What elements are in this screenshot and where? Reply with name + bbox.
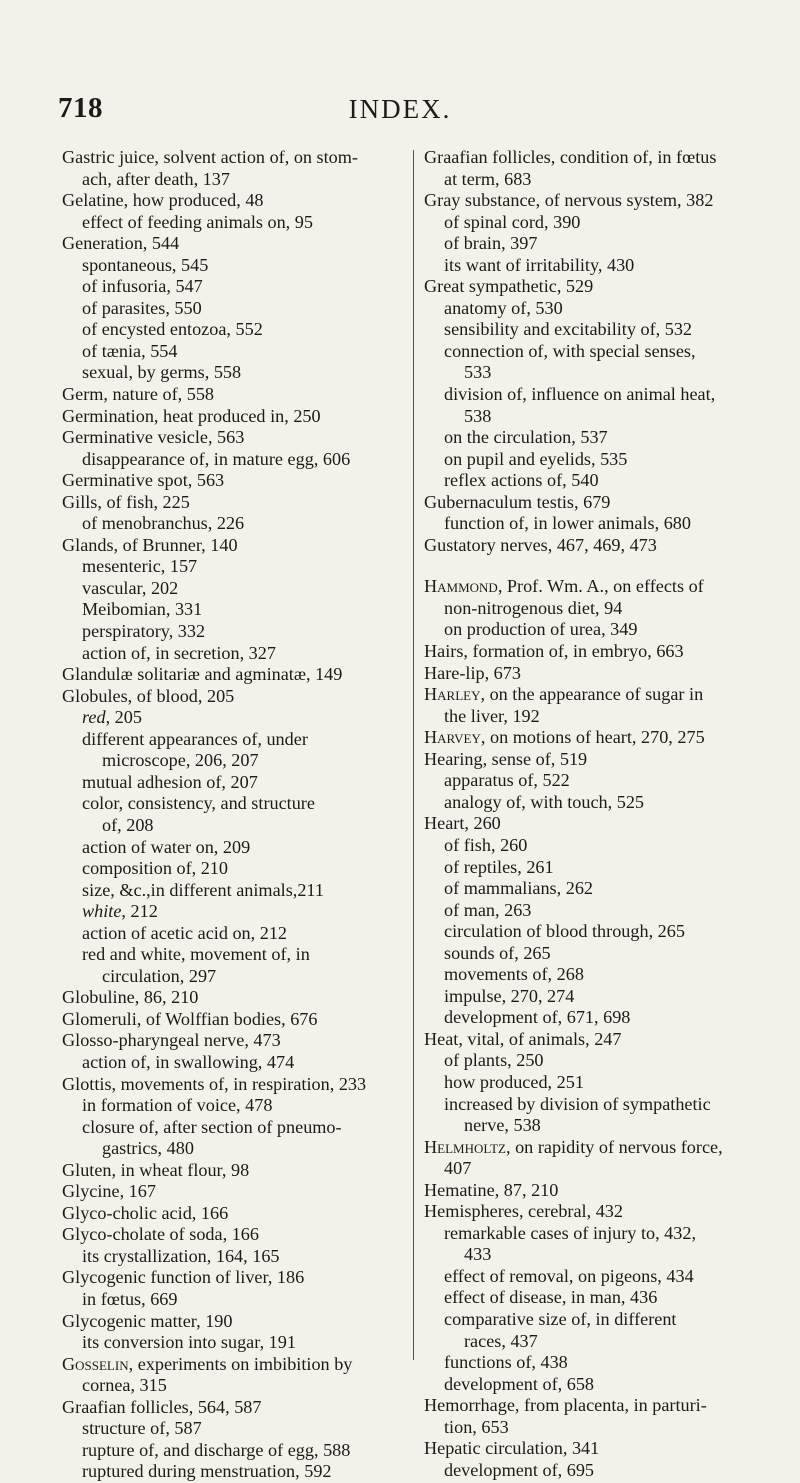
index-subentry: of spinal cord, 390 <box>444 211 581 232</box>
index-subentry: of menobranchus, 226 <box>82 513 245 534</box>
running-title: INDEX. <box>348 94 452 124</box>
index-subentry: disappearance of, in mature egg, 606 <box>82 448 351 469</box>
index-heading: Heat, vital, of animals, 247 <box>424 1028 622 1049</box>
column-divider <box>413 150 414 1360</box>
page-header <box>58 92 742 132</box>
index-subentry: its crystallization, 164, 165 <box>82 1245 280 1266</box>
index-subentry: its conversion into sugar, 191 <box>82 1332 296 1353</box>
index-subentry: the liver, 192 <box>444 705 540 726</box>
index-heading: Gubernaculum testis, 679 <box>424 491 611 512</box>
index-column-left <box>62 147 402 1483</box>
index-subentry: impulse, 270, 274 <box>444 985 575 1006</box>
index-heading: Globules, of blood, 205 <box>62 685 235 706</box>
index-subentry: vascular, 202 <box>82 577 179 598</box>
index-heading: Globuline, 86, 210 <box>62 987 199 1008</box>
index-subentry: of infusoria, 547 <box>82 276 203 297</box>
index-subentry: red, 205 <box>82 707 142 728</box>
index-subentry: how produced, 251 <box>444 1071 584 1092</box>
index-subentry: mesenteric, 157 <box>82 556 198 577</box>
index-subentry: increased by division of sympathetic <box>444 1093 711 1114</box>
index-subentry: division of, influence on animal heat, <box>444 384 716 405</box>
index-heading: Glyco-cholate of soda, 166 <box>62 1224 259 1245</box>
index-subentry: apparatus of, 522 <box>444 770 570 791</box>
index-heading: Glycogenic function of liver, 186 <box>62 1267 305 1288</box>
index-subentry: sexual, by germs, 558 <box>82 362 242 383</box>
index-subentry: of encysted entozoa, 552 <box>82 319 263 340</box>
index-heading: Gills, of fish, 225 <box>62 491 190 512</box>
index-subentry: on the circulation, 537 <box>444 427 608 448</box>
index-heading: Glycine, 167 <box>62 1181 156 1202</box>
index-subentry: ruptured during menstruation, 592 <box>82 1461 332 1482</box>
index-subentry: 407 <box>444 1158 472 1179</box>
index-heading: Graafian follicles, condition of, in fœtus <box>424 147 717 167</box>
index-subentry: effect of feeding animals on, 95 <box>82 211 313 232</box>
index-subentry: circulation of blood through, 265 <box>444 921 685 942</box>
index-subentry: Meibomian, 331 <box>82 599 203 620</box>
index-heading: Gastric juice, solvent action of, on stom- <box>62 147 358 167</box>
index-subentry: development of, 695 <box>444 1459 595 1480</box>
index-subentry: of plants, 250 <box>444 1050 544 1071</box>
index-heading: Graafian follicles, 564, 587 <box>62 1396 262 1417</box>
index-heading: Great sympathetic, 529 <box>424 276 594 297</box>
index-heading: Helmholtz, on rapidity of nervous force, <box>424 1136 723 1157</box>
index-subentry: 433 <box>464 1244 492 1265</box>
index-subentry: of mammalians, 262 <box>444 878 594 899</box>
index-subentry: action of, in secretion, 327 <box>82 642 276 663</box>
index-heading: Germinative vesicle, 563 <box>62 427 245 448</box>
index-subentry: of fish, 260 <box>444 834 528 855</box>
index-heading: Harley, on the appearance of sugar in <box>424 684 704 705</box>
index-subentry: at term, 683 <box>444 168 532 189</box>
index-subentry: of, 208 <box>102 814 154 835</box>
index-heading: Glomeruli, of Wolffian bodies, 676 <box>62 1008 318 1029</box>
index-subentry: comparative size of, in different <box>444 1308 677 1329</box>
index-subentry: its want of irritability, 430 <box>444 254 635 275</box>
index-heading: Glyco-cholic acid, 166 <box>62 1202 229 1223</box>
index-subentry: action of water on, 209 <box>82 836 251 857</box>
index-subentry: on production of urea, 349 <box>444 619 638 640</box>
index-subentry: 538 <box>464 405 492 426</box>
index-subentry: white, 212 <box>82 901 158 922</box>
index-subentry: of man, 263 <box>444 899 532 920</box>
index-subentry: on pupil and eyelids, 535 <box>444 448 628 469</box>
index-subentry: gastrics, 480 <box>102 1138 194 1159</box>
index-heading: Hematine, 87, 210 <box>424 1179 559 1200</box>
index-subentry: color, consistency, and structure <box>82 793 315 814</box>
index-subentry: development of, 658 <box>444 1373 595 1394</box>
index-heading: Gelatine, how produced, 48 <box>62 190 264 211</box>
index-subentry: functions of, 438 <box>444 1352 568 1373</box>
index-subentry: tion, 653 <box>444 1416 509 1437</box>
index-heading: Gustatory nerves, 467, 469, 473 <box>424 534 657 555</box>
index-subentry: sounds of, 265 <box>444 942 551 963</box>
index-subentry: action of, in swallowing, 474 <box>82 1051 295 1072</box>
index-subentry: reflex actions of, 540 <box>444 470 599 491</box>
index-subentry: of reptiles, 261 <box>444 856 554 877</box>
index-heading: Gluten, in wheat flour, 98 <box>62 1159 250 1180</box>
index-subentry: development of, 671, 698 <box>444 1007 631 1028</box>
index-subentry: ach, after death, 137 <box>82 168 230 189</box>
index-subentry: microscope, 206, 207 <box>102 750 259 771</box>
index-heading: Gray substance, of nervous system, 382 <box>424 190 714 211</box>
index-heading: Germination, heat produced in, 250 <box>62 405 321 426</box>
index-column-right <box>424 147 764 1481</box>
index-subentry: effect of disease, in man, 436 <box>444 1287 658 1308</box>
index-heading: Glandulæ solitariæ and agminatæ, 149 <box>62 664 343 685</box>
index-heading: Heart, 260 <box>424 813 501 834</box>
index-subentry: effect of removal, on pigeons, 434 <box>444 1265 694 1286</box>
index-subentry: anatomy of, 530 <box>444 297 563 318</box>
index-heading: Glottis, movements of, in respiration, 233 <box>62 1073 367 1094</box>
index-subentry: spontaneous, 545 <box>82 254 209 275</box>
index-subentry: of brain, 397 <box>444 233 538 254</box>
index-heading: Hemorrhage, from placenta, in parturi- <box>424 1395 707 1416</box>
index-subentry: perspiratory, 332 <box>82 621 206 642</box>
index-subentry: structure of, 587 <box>82 1418 202 1439</box>
index-heading: Hemispheres, cerebral, 432 <box>424 1201 623 1222</box>
index-subentry: size, &c.,in different animals,211 <box>82 879 324 900</box>
index-subentry: cornea, 315 <box>82 1375 167 1396</box>
index-heading: Glosso-pharyngeal nerve, 473 <box>62 1030 281 1051</box>
index-heading: Germ, nature of, 558 <box>62 384 215 405</box>
index-subentry: nerve, 538 <box>464 1115 541 1136</box>
index-subentry: in fœtus, 669 <box>82 1288 178 1309</box>
index-subentry: races, 437 <box>464 1330 538 1351</box>
index-heading: Hearing, sense of, 519 <box>424 748 588 769</box>
index-heading: Germinative spot, 563 <box>62 470 225 491</box>
index-subentry: in formation of voice, 478 <box>82 1095 273 1116</box>
index-heading: Hammond, Prof. Wm. A., on effects of <box>424 576 704 597</box>
index-subentry: analogy of, with touch, 525 <box>444 791 645 812</box>
section-gap <box>424 556 764 576</box>
index-subentry: remarkable cases of injury to, 432, <box>444 1222 697 1243</box>
index-heading: Harvey, on motions of heart, 270, 275 <box>424 727 705 748</box>
index-subentry: function of, in lower animals, 680 <box>444 513 691 534</box>
index-subentry: red and white, movement of, in <box>82 944 310 965</box>
index-heading: Gosselin, experiments on imbibition by <box>62 1353 353 1374</box>
index-heading: Glycogenic matter, 190 <box>62 1310 233 1331</box>
index-subentry: of tænia, 554 <box>82 340 178 361</box>
index-subentry: closure of, after section of pneumo- <box>82 1116 342 1137</box>
index-subentry: non-nitrogenous diet, 94 <box>444 597 623 618</box>
index-subentry: connection of, with special senses, <box>444 340 696 361</box>
index-heading: Hepatic circulation, 341 <box>424 1438 600 1459</box>
index-subentry: rupture of, and discharge of egg, 588 <box>82 1439 351 1460</box>
index-heading: Hare-lip, 673 <box>424 662 521 683</box>
index-subentry: different appearances of, under <box>82 728 308 749</box>
page-number: 718 <box>58 92 103 124</box>
index-subentry: sensibility and excitability of, 532 <box>444 319 693 340</box>
index-subentry: mutual adhesion of, 207 <box>82 771 258 792</box>
index-subentry: circulation, 297 <box>102 965 217 986</box>
index-subentry: action of acetic acid on, 212 <box>82 922 288 943</box>
index-subentry: of parasites, 550 <box>82 297 202 318</box>
index-heading: Glands, of Brunner, 140 <box>62 534 238 555</box>
index-heading: Generation, 544 <box>62 233 180 254</box>
index-subentry: movements of, 268 <box>444 964 584 985</box>
index-subentry: 533 <box>464 362 492 383</box>
index-subentry: composition of, 210 <box>82 858 228 879</box>
index-heading: Hairs, formation of, in embryo, 663 <box>424 641 684 662</box>
